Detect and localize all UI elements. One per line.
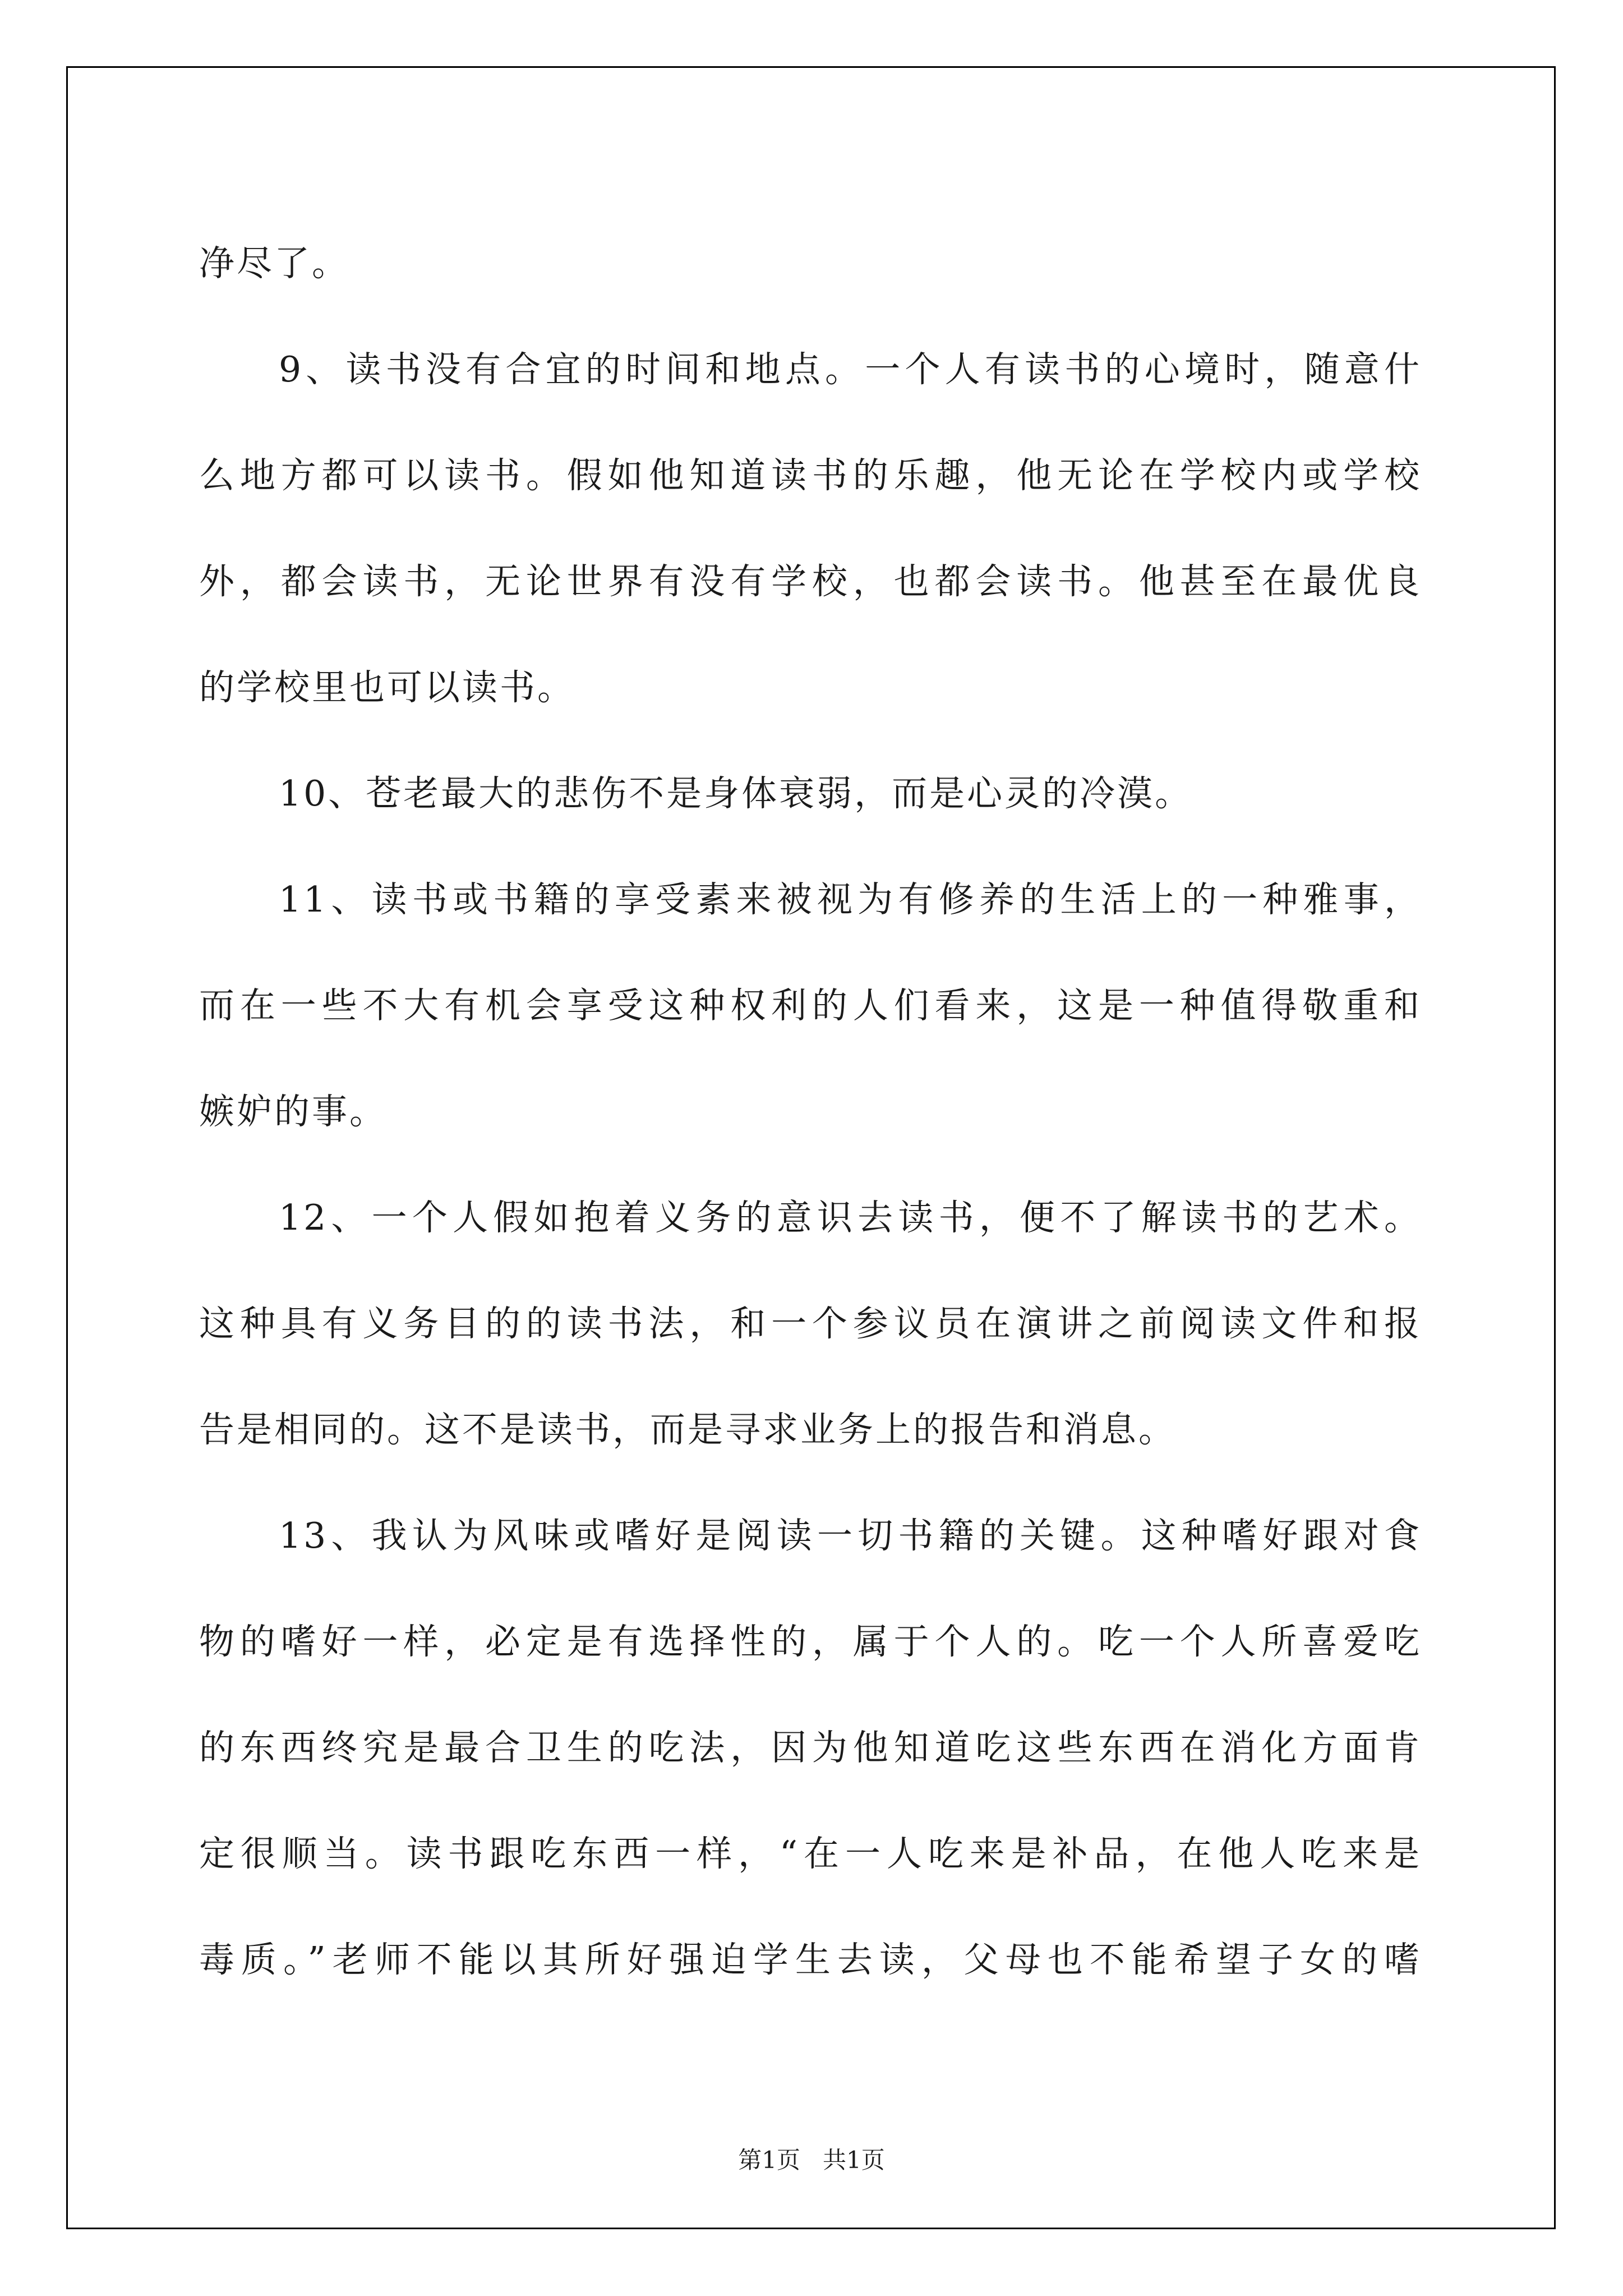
text-line: 定很顺当。读书跟吃东西一样，“在一人吃来是补品，在他人吃来是 — [199, 1833, 1422, 1874]
text-line: 么地方都可以读书。假如他知道读书的乐趣，他无论在学校内或学校 — [199, 455, 1422, 496]
text-line: 而在一些不大有机会享受这种权利的人们看来，这是一种值得敬重和 — [199, 985, 1422, 1026]
page-total: 共1页 — [823, 2146, 885, 2174]
text-line: 11、读书或书籍的享受素来被视为有修养的生活上的一种雅事， — [279, 879, 1422, 920]
text-line: 这种具有义务目的的读书法，和一个参议员在演讲之前阅读文件和报 — [199, 1303, 1422, 1344]
text-line: 告是相同的。这不是读书，而是寻求业务上的报告和消息。 — [199, 1409, 1176, 1450]
document-body — [199, 210, 1422, 2013]
page-footer — [0, 2142, 1623, 2175]
text-line: 外，都会读书，无论世界有没有学校，也都会读书。他甚至在最优良 — [199, 561, 1422, 602]
text-line: 净尽了。 — [199, 243, 349, 284]
text-line: 嫉妒的事。 — [199, 1091, 387, 1132]
text-line: 的东西终究是最合卫生的吃法，因为他知道吃这些东西在消化方面肯 — [199, 1727, 1422, 1768]
text-line: 毒质。”老师不能以其所好强迫学生去读，父母也不能希望子女的嗜 — [199, 1939, 1422, 1980]
text-line: 13、我认为风味或嗜好是阅读一切书籍的关键。这种嗜好跟对食 — [279, 1515, 1422, 1556]
text-line: 9、读书没有合宜的时间和地点。一个人有读书的心境时，随意什 — [279, 349, 1422, 390]
text-line: 10、苍老最大的悲伤不是身体衰弱，而是心灵的冷漠。 — [279, 773, 1193, 814]
text-line: 物的嗜好一样，必定是有选择性的，属于个人的。吃一个人所喜爱吃 — [199, 1621, 1422, 1662]
text-line: 的学校里也可以读书。 — [199, 667, 575, 708]
text-line: 12、一个人假如抱着义务的意识去读书，便不了解读书的艺术。 — [279, 1197, 1422, 1238]
page-number: 第1页 — [738, 2146, 800, 2174]
